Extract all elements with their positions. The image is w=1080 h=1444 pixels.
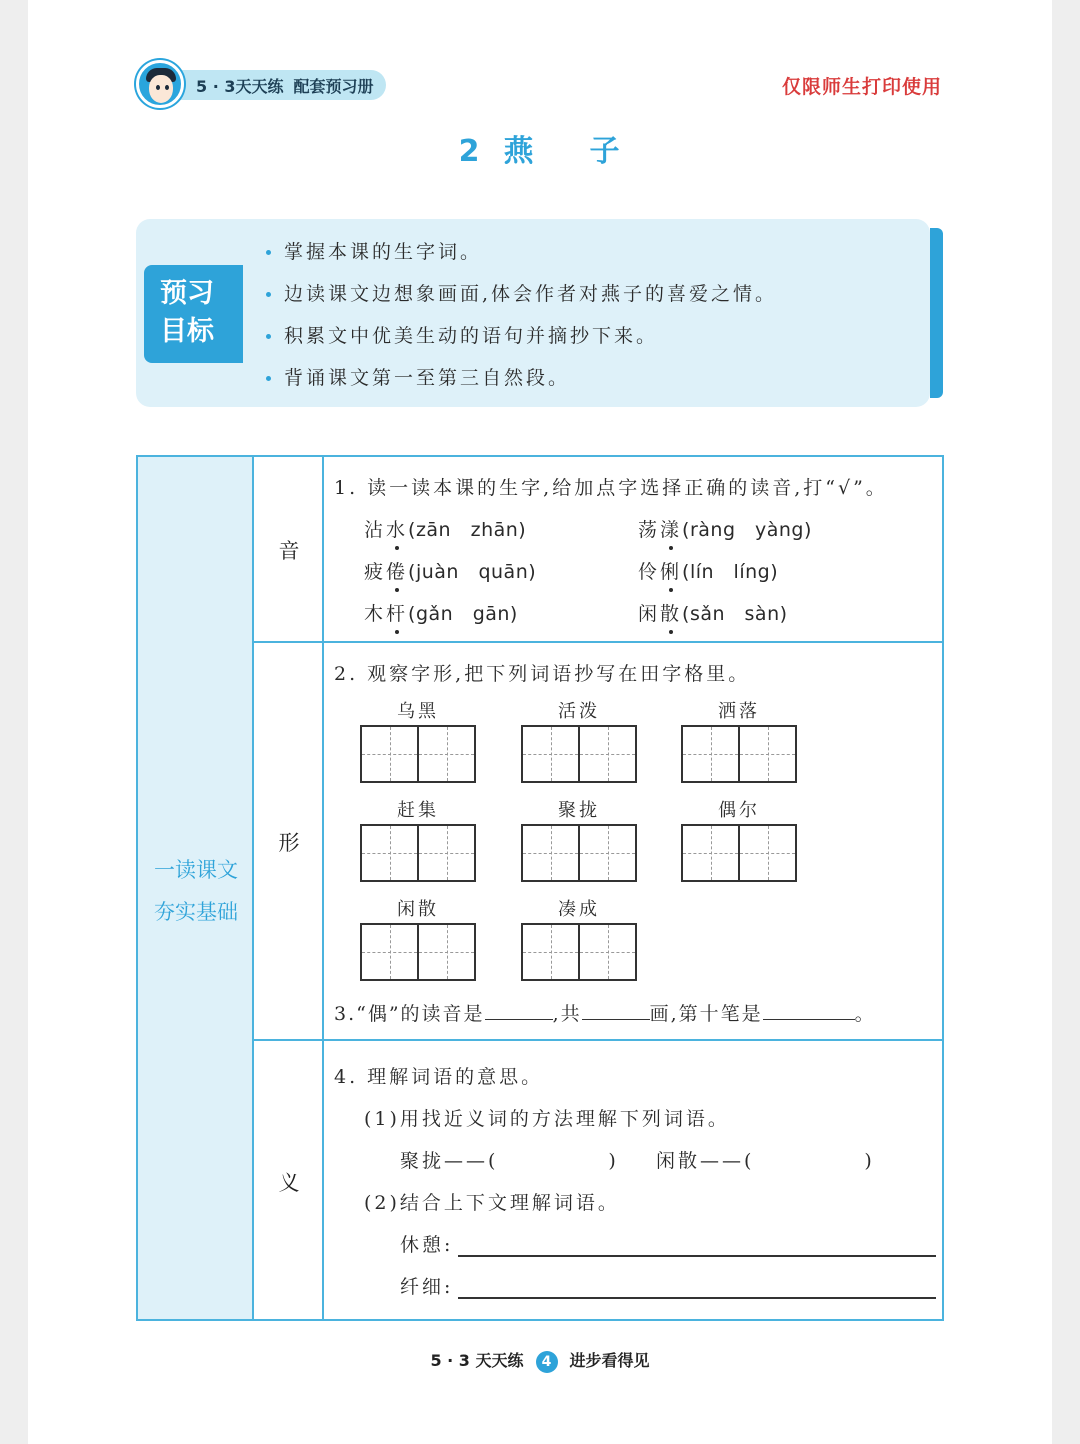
- answer-blank-pinyin[interactable]: [485, 1000, 553, 1020]
- synonym-pair-2[interactable]: 闲散——( ): [656, 1150, 875, 1172]
- copy-word: [360, 798, 476, 882]
- tianzige-grid[interactable]: [521, 824, 637, 882]
- answer-line-rest[interactable]: [458, 1255, 936, 1257]
- worksheet-page: [28, 0, 1052, 1444]
- page-footer: [28, 1348, 1052, 1373]
- section-label: [138, 849, 254, 933]
- copy-word: [681, 699, 797, 783]
- tianzige-grid[interactable]: [360, 824, 476, 882]
- goals-accent-bar: [930, 228, 943, 398]
- word-label: 洒落: [718, 701, 760, 722]
- restriction-notice: 仅限师生打印使用: [781, 76, 942, 98]
- copy-word: [360, 897, 476, 981]
- category-meaning: 义: [278, 1171, 300, 1195]
- exercise-table: [136, 455, 944, 1321]
- tianzige-grid[interactable]: [681, 725, 797, 783]
- category-sound: 音: [278, 539, 300, 563]
- pinyin-choices[interactable]: (juàn quān): [408, 561, 537, 583]
- copy-word: [521, 798, 637, 882]
- word-label: 聚拢: [558, 800, 600, 821]
- question-1-prompt: 1. 读一读本课的生字,给加点字选择正确的读音,打“√”。: [334, 477, 888, 499]
- section-label-line-1: 一读课文: [154, 858, 238, 882]
- tianzige-grid[interactable]: [360, 725, 476, 783]
- copy-word: [521, 699, 637, 783]
- answer-blank-tenth-stroke[interactable]: [763, 1000, 855, 1020]
- word-label: 活泼: [558, 701, 600, 722]
- brand-prefix: 5 · 3天天练: [196, 76, 284, 96]
- word-label: 凑成: [558, 899, 600, 920]
- lesson-title-char-1: 燕: [503, 134, 536, 169]
- row-divider: [254, 641, 942, 643]
- goal-item: 边读课文边想象画面,体会作者对燕子的喜爱之情。: [264, 273, 777, 315]
- word-label: 偶尔: [718, 800, 760, 821]
- lesson-title-char-2: 子: [589, 134, 622, 169]
- copy-word: [360, 699, 476, 783]
- page-number: 4: [536, 1351, 558, 1373]
- term-rest: 休憩:: [400, 1234, 454, 1256]
- lesson-number: 2: [458, 134, 482, 169]
- word-label: 闲散: [397, 899, 439, 920]
- copy-word: [521, 897, 637, 981]
- copy-word: [681, 798, 797, 882]
- pinyin-item: 木杆(gǎn gān): [364, 603, 518, 625]
- pinyin-choices[interactable]: (lín líng): [682, 561, 779, 583]
- term-slender: 纤细:: [400, 1276, 454, 1298]
- answer-blank-stroke-count[interactable]: [582, 1000, 650, 1020]
- goal-item: 掌握本课的生字词。: [264, 231, 777, 273]
- pinyin-item: 沾水(zān zhān): [364, 519, 527, 541]
- answer-line-slender[interactable]: [458, 1297, 936, 1299]
- goal-item: 背诵课文第一至第三自然段。: [264, 357, 777, 399]
- goals-list: [264, 231, 777, 399]
- pinyin-item: 荡漾(ràng yàng): [638, 519, 812, 541]
- goal-item: 积累文中优美生动的语句并摘抄下来。: [264, 315, 777, 357]
- question-2-prompt: 2. 观察字形,把下列词语抄写在田字格里。: [334, 663, 751, 685]
- tianzige-grid[interactable]: [681, 824, 797, 882]
- goals-tag-line-2: 目标: [160, 316, 214, 347]
- footer-slogan: 进步看得见: [569, 1351, 650, 1370]
- tianzige-grid[interactable]: [521, 923, 637, 981]
- goals-tag: [144, 265, 243, 363]
- preview-goals-box: [136, 219, 930, 407]
- section-column: [138, 457, 254, 1319]
- footer-brand: 5 · 3 天天练: [430, 1351, 524, 1370]
- pinyin-choices[interactable]: (sǎn sàn): [682, 603, 788, 625]
- pinyin-item: 伶俐(lín líng): [638, 561, 779, 583]
- word-label: 乌黑: [397, 701, 439, 722]
- pinyin-choices[interactable]: (ràng yàng): [682, 519, 812, 541]
- question-4-sub-1: (1)用找近义词的方法理解下列词语。: [364, 1108, 730, 1130]
- section-label-line-2: 夯实基础: [154, 900, 238, 924]
- row-divider: [254, 1039, 942, 1041]
- tianzige-grid[interactable]: [521, 725, 637, 783]
- question-4-prompt: 4. 理解词语的意思。: [334, 1066, 544, 1088]
- goals-tag-line-1: 预习: [160, 278, 214, 309]
- brand-suffix: 配套预习册: [293, 76, 374, 96]
- brand-pill: [162, 70, 386, 100]
- question-3: 3.“偶”的读音是 ,共 画,第十笔是 。: [334, 999, 876, 1026]
- tianzige-grid[interactable]: [360, 923, 476, 981]
- synonym-pair-1[interactable]: 聚拢——( ): [400, 1150, 619, 1172]
- lesson-title: [28, 126, 1052, 170]
- pinyin-choices[interactable]: (gǎn gān): [408, 603, 518, 625]
- word-label: 赶集: [397, 800, 439, 821]
- mascot-boy-icon: [136, 60, 184, 108]
- pinyin-item: 闲散(sǎn sàn): [638, 603, 788, 625]
- question-4-sub-2: (2)结合上下文理解词语。: [364, 1192, 620, 1214]
- category-shape: 形: [278, 831, 300, 855]
- pinyin-choices[interactable]: (zān zhān): [408, 519, 527, 541]
- pinyin-item: 疲倦(juàn quān): [364, 561, 537, 583]
